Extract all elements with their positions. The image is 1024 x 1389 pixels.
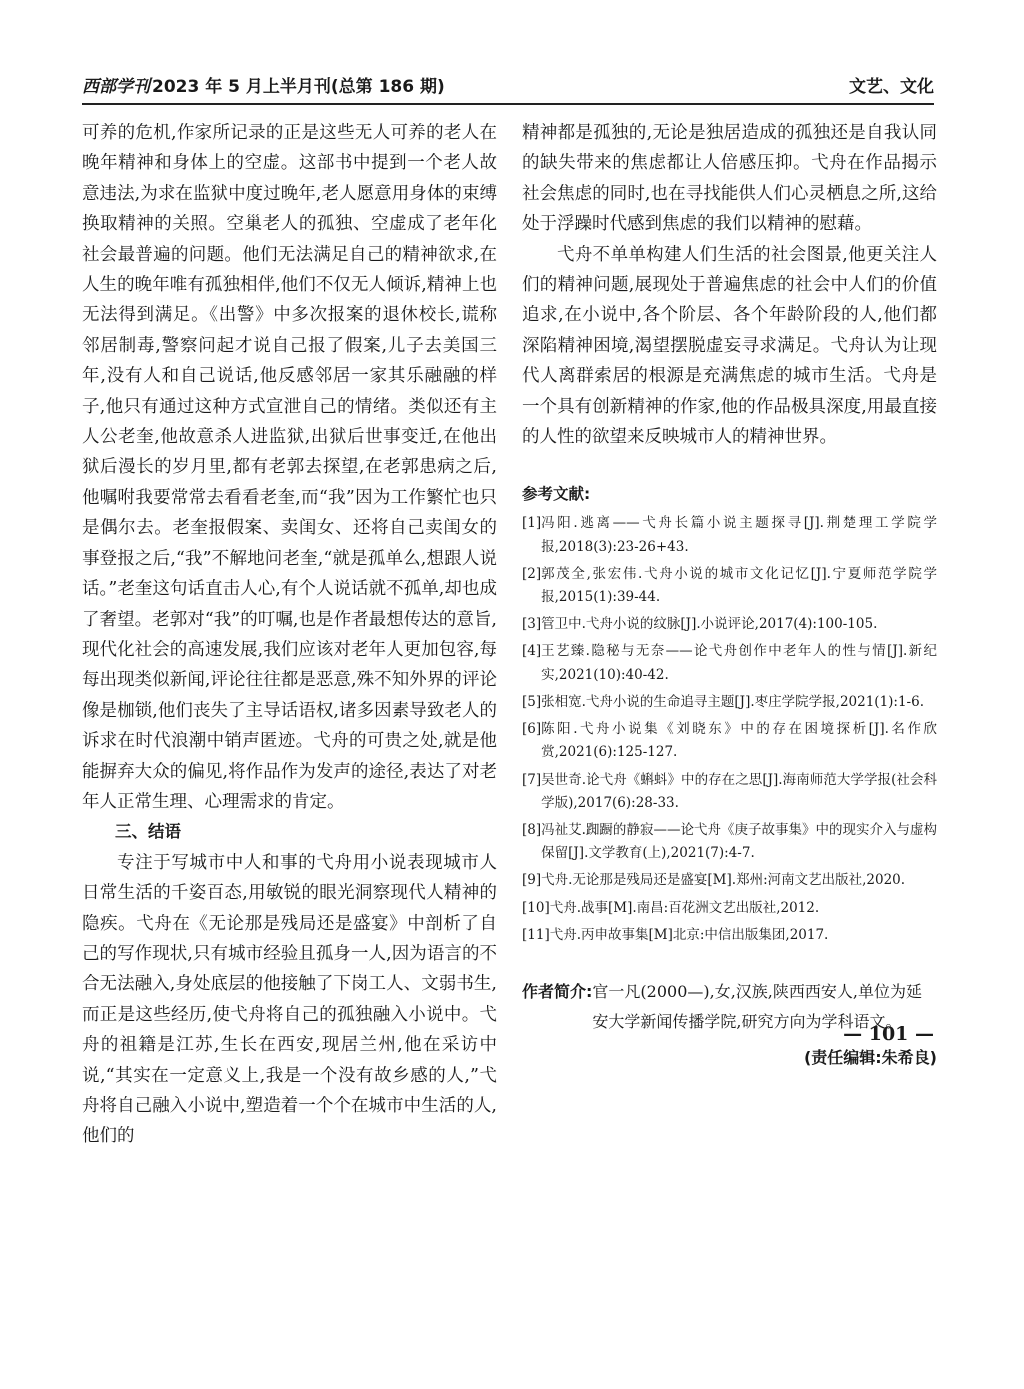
reference-number: [10]: [522, 899, 550, 916]
reference-text: 管卫中.弋舟小说的纹脉[J].小说评论,2017(4):100-105.: [541, 616, 878, 633]
journal-info: [82, 72, 445, 97]
body-paragraph: 弋舟不单单构建人们生活的社会图景,他更关注人们的精神问题,展现处于普遍焦虑的社会中人们的价值追求,在小说中,各个阶层、各个年龄阶段的人,他们都深陷精神困境,渴望摆脱虚妄寻求满足。弋舟认为让现代人离群索居的根源是充满焦虑的城市生活。弋舟是一个具有创新精神的作家,他的作品极具深度,用最直接的人性的欲望来反映城市人的精神世界。: [522, 244, 937, 448]
reference-text: 陈阳.弋舟小说集《刘晓东》中的存在困境探析[J].名作欣赏,2021(6):125-127.: [541, 721, 937, 761]
page-number: — 101 —: [843, 1023, 934, 1045]
reference-item: [522, 512, 937, 558]
reference-number: [8]: [522, 821, 542, 838]
body-paragraph: 专注于写城市中人和事的弋舟用小说表现城市人日常生活的千姿百态,用敏锐的眼光洞察现代人精神的隐疾。弋舟在《无论那是残局还是盛宴》中剖析了自己的写作现状,只有城市经验且孤身一人,因为语言的不合无法融入,身处底层的他接触了下岗工人、文弱书生,而正是这些经历,使弋舟将自己的孤独融入小说中。弋舟的祖籍是江苏,生长在西安,现居兰州,他在采访中说,“其实在一定意义上,我是一个没有故乡感的人,”弋舟将自己融入小说中,塑造着一个个在城市中生活的人,他们的: [82, 852, 497, 1147]
reference-text: 郭茂全,张宏伟.弋舟小说的城市文化记忆[J].宁夏师范学院学报,2015(1):39-44.: [541, 565, 937, 606]
body-paragraph: 精神都是孤独的,无论是独居造成的孤独还是自我认同的缺失带来的焦虑都让人倍感压抑。弋舟在作品揭示社会焦虑的同时,也在寻找能供人们心灵栖息之所,这给处于浮躁时代感到焦虑的我们以精神的慰藉。: [522, 123, 937, 235]
reference-number: [6]: [522, 721, 542, 738]
responsible-editor: (责任编辑:朱希良): [803, 1047, 937, 1067]
reference-text: 弋舟.无论那是残局还是盛宴[M].郑州:河南文艺出版社,2020.: [541, 872, 906, 889]
page-header: [82, 70, 934, 98]
reference-number: [3]: [522, 616, 542, 633]
references-title: 参考文献:: [522, 485, 591, 504]
reference-number: [2]: [522, 565, 542, 582]
reference-item: [522, 691, 937, 714]
reference-text: 冯祉艾.踟蹰的静寂——论弋舟《庚子故事集》中的现实介入与虚构保留[J].文学教育(上),2021(7):4-7.: [541, 821, 937, 862]
header-rule: [82, 103, 934, 105]
reference-text: 冯阳.逃离——弋舟长篇小说主题探寻[J].荆楚理工学院学报,2018(3):23-26+43.: [541, 515, 937, 555]
reference-text: 王艺臻.隐秘与无奈——论弋舟创作中老年人的性与情[J].新纪实,2021(10):40-42.: [541, 643, 937, 683]
section-label: 文艺、文化: [849, 77, 934, 97]
reference-item: [522, 819, 937, 865]
reference-item: [522, 769, 937, 815]
reference-number: [9]: [522, 872, 542, 889]
section-heading: 三、结语: [115, 822, 181, 842]
journal-logo: 西部学刊: [82, 77, 150, 97]
reference-number: [5]: [522, 693, 542, 710]
reference-number: [11]: [522, 926, 550, 943]
author-bio-text: 官一凡(2000—),女,汉族,陕西西安人,单位为延安大学新闻传播学院,研究方向为学科语文。: [592, 981, 922, 1031]
reference-item: [522, 613, 937, 636]
reference-item: [522, 924, 937, 947]
references-list: [522, 512, 937, 946]
left-column: [82, 118, 497, 1152]
reference-text: 弋舟.战事[M].南昌:百花洲文艺出版社,2012.: [549, 899, 820, 916]
reference-item: [522, 718, 937, 764]
reference-item: [522, 869, 937, 892]
reference-item: [522, 563, 937, 609]
reference-text: 弋舟.丙申故事集[M]北京:中信出版集团,2017.: [549, 926, 829, 943]
reference-item: [522, 897, 937, 920]
journal-issue: 2023 年 5 月上半月刊(总第 186 期): [152, 77, 445, 97]
body-paragraph: 可养的危机,作家所记录的正是这些无人可养的老人在晚年精神和身体上的空虚。这部书中提到一个老人故意违法,为求在监狱中度过晚年,老人愿意用身体的束缚换取精神的关照。空巢老人的孤独、空虚成了老年化社会最普遍的问题。他们无法满足自己的精神欲求,在人生的晚年唯有孤独相伴,他们不仅无人倾诉,精神上也无法得到满足。《出警》中多次报案的退休校长,谎称邻居制毒,警察问起才说自己报了假案,儿子去美国三年,没有人和自己说话,他反感邻居一家其乐融融的样子,他只有通过这种方式宣泄自己的情绪。类似还有主人公老奎,他故意杀人进监狱,出狱后世事变迁,在他出狱后漫长的岁月里,都有老郭去探望,在老郭患病之后,他嘱咐我要常常去看看老奎,而“我”因为工作繁忙也只是偶尔去。老奎报假案、卖闺女、还将自己卖闺女的事登报之后,“我”不解地问老奎,“就是孤单么,想跟人说话。”老奎这句话直击人心,有个人说话就不孤单,却也成了奢望。老郭对“我”的叮嘱,也是作者最想传达的意旨,现代化社会的高速发展,我们应该对老年人更加包容,每每出现类似新闻,评论往往都是恶意,殊不知外界的评论像是枷锁,他们丧失了主导话语权,诸多因素导致老人的诉求在时代浪潮中销声匿迹。弋舟的可贵之处,就是他能摒弃大众的偏见,将作品作为发声的途径,表达了对老年人正常生理、心理需求的肯定。: [82, 123, 497, 812]
reference-text: 吴世奇.论弋舟《蝌蚪》中的存在之思[J].海南师范大学学报(社会科学版),2017(6):28-33.: [541, 771, 937, 811]
right-column: [522, 118, 937, 1068]
reference-number: [4]: [522, 643, 542, 660]
author-bio-label: 作者简介:: [522, 981, 593, 1001]
reference-number: [7]: [522, 771, 542, 788]
reference-number: [1]: [522, 515, 542, 532]
reference-text: 张相宽.弋舟小说的生命追寻主题[J].枣庄学院学报,2021(1):1-6.: [541, 693, 925, 710]
reference-item: [522, 640, 937, 686]
